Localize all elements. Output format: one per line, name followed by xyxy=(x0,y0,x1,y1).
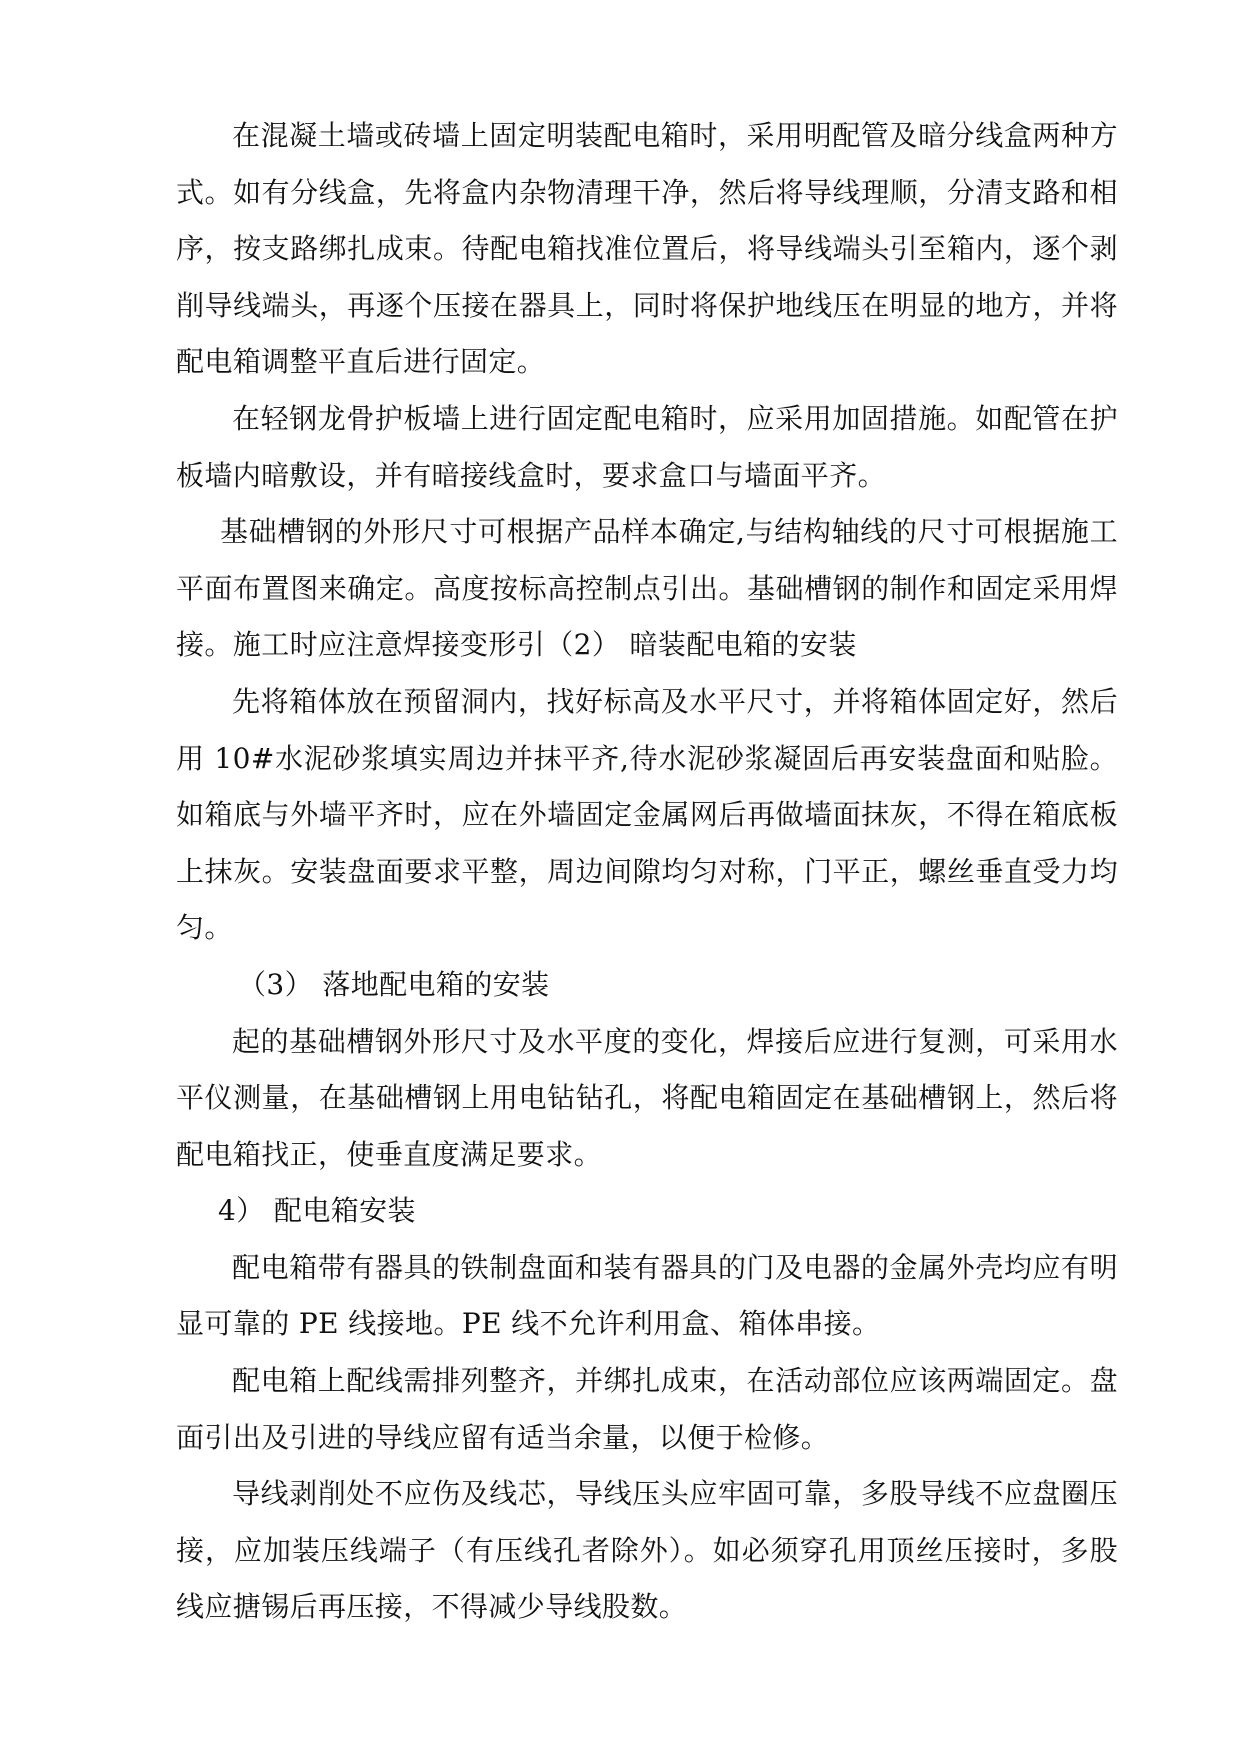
paragraph-wire-stripping: 导线剥削处不应伤及线芯，导线压头应牢固可靠，多股导线不应盘圈压接，应加装压线端子（有压线孔者除外）。如必须穿孔用顶丝压接时，多股线应搪锡后再压接，不得减少导线股数。 xyxy=(176,1477,1118,1624)
document-body xyxy=(176,108,1118,1636)
section-heading-floor-box: （3） 落地配电箱的安装 xyxy=(238,967,550,1001)
paragraph-floor-box-install: 起的基础槽钢外形尺寸及水平度的变化，焊接后应进行复测，可采用水平仪测量，在基础槽钢上用电钻钻孔，将配电箱固定在基础槽钢上，然后将配电箱找正，使垂直度满足要求。 xyxy=(176,1024,1118,1171)
paragraph-light-steel-wall: 在轻钢龙骨护板墙上进行固定配电箱时，应采用加固措施。如配管在护板墙内暗敷设，并有暗接线盒时，要求盒口与墙面平齐。 xyxy=(176,401,1118,492)
paragraph-pe-grounding: 配电箱带有器具的铁制盘面和装有器具的门及电器的金属外壳均应有明显可靠的 PE 线接地。PE 线不允许利用盒、箱体串接。 xyxy=(176,1250,1118,1341)
paragraph-concealed-box-install: 先将箱体放在预留洞内，找好标高及水平尺寸，并将箱体固定好，然后用 10#水泥砂浆填实周边并抹平齐,待水泥砂浆凝固后再安装盘面和贴脸。如箱底与外墙平齐时，应在外墙固定金属网后再做墙面抹灰，不得在箱底板上抹灰。安装盘面要求平整，周边间隙均匀对称，门平正，螺丝垂直受力均匀。 xyxy=(176,684,1118,945)
section-heading-box-install: 4） 配电箱安装 xyxy=(218,1194,416,1228)
paragraph-wiring-arrangement: 配电箱上配线需排列整齐，并绑扎成束，在活动部位应该两端固定。盘面引出及引进的导线应留有适当余量，以便于检修。 xyxy=(176,1364,1118,1454)
paragraph-surface-mount-box: 在混凝土墙或砖墙上固定明装配电箱时，采用明配管及暗分线盒两种方式。如有分线盒，先将盒内杂物清理干净，然后将导线理顺，分清支路和相序，按支路绑扎成束。待配电箱找准位置后，将导线端头引至箱内，逐个剥削导线端头，再逐个压接在器具上，同时将保护地线压在明显的地方，并将配电箱调整平直后进行固定。 xyxy=(176,119,1118,379)
paragraph-base-channel-steel: 基础槽钢的外形尺寸可根据产品样本确定,与结构轴线的尺寸可根据施工平面布置图来确定。高度按标高控制点引出。基础槽钢的制作和固定采用焊接。施工时应注意焊接变形引（2） 暗装配电箱的安装 xyxy=(176,515,1118,662)
